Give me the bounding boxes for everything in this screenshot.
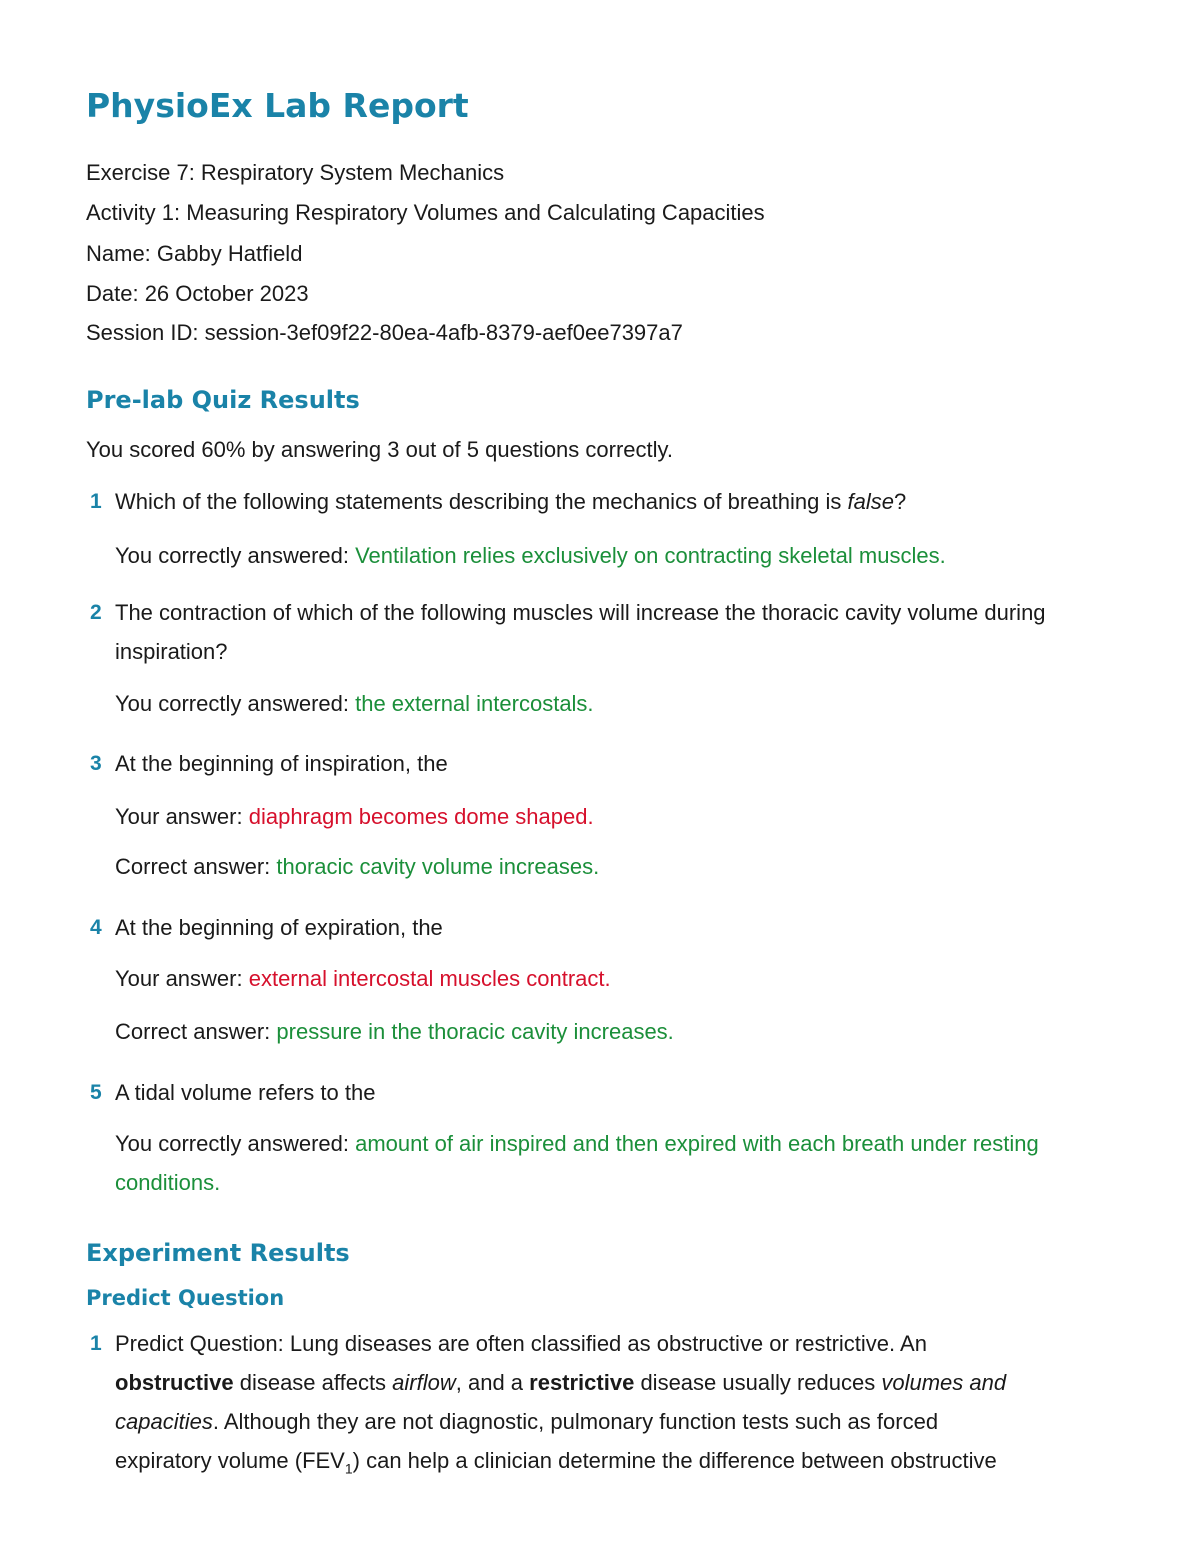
- predict-question-text: [115, 1324, 1120, 1480]
- quiz-score-summary: You scored 60% by answering 3 out of 5 questions correctly.: [86, 437, 674, 462]
- question-text-part: ?: [893, 489, 907, 514]
- text-run: , and a: [455, 1370, 530, 1395]
- text-run: . Although they are not diagnostic, pulmonary function tests such as forced: [212, 1409, 939, 1434]
- italic-term: airflow: [392, 1370, 456, 1395]
- question-number: 5: [90, 1081, 102, 1104]
- incorrect-answer-text: diaphragm becomes dome shaped.: [248, 804, 594, 829]
- question-number: 2: [90, 601, 102, 624]
- answer-label: You correctly answered:: [115, 543, 356, 568]
- correct-answer-line: [115, 1012, 1120, 1051]
- correct-answer-text: pressure in the thoracic cavity increases.: [276, 1019, 674, 1044]
- answer-label: Correct answer:: [115, 1019, 277, 1044]
- predict-line: [115, 1363, 1120, 1402]
- italic-term: capacities: [115, 1409, 213, 1434]
- answer-label: Your answer:: [115, 966, 249, 991]
- incorrect-answer-text: external intercostal muscles contract.: [248, 966, 611, 991]
- question-number: 3: [90, 752, 102, 775]
- predict-question-heading: Predict Question: [86, 1286, 285, 1310]
- prelab-heading: Pre-lab Quiz Results: [86, 386, 360, 414]
- experiment-heading: Experiment Results: [86, 1239, 350, 1267]
- question-text: At the beginning of inspiration, the: [115, 751, 448, 776]
- question-text: At the beginning of expiration, the: [115, 915, 443, 940]
- report-title: PhysioEx Lab Report: [86, 86, 469, 125]
- question-text-part: Which of the following statements describing the mechanics of breathing is: [115, 489, 848, 514]
- correct-answer-text: the external intercostals.: [355, 691, 594, 716]
- answer-label: You correctly answered:: [115, 691, 356, 716]
- correct-answer-line: [115, 847, 1120, 886]
- answer-line: [115, 1124, 1095, 1202]
- your-answer-line: [115, 797, 1120, 836]
- question-text: A tidal volume refers to the: [115, 1080, 376, 1105]
- text-run: expiratory volume (FEV: [115, 1448, 345, 1473]
- predict-line: Predict Question: Lung diseases are often classified as obstructive or restrictive. An: [115, 1331, 927, 1356]
- question-text: The contraction of which of the following muscles will increase the thoracic cavity volume during inspiration?: [115, 600, 1046, 664]
- italic-term: volumes and: [881, 1370, 1007, 1395]
- answer-line: [115, 684, 1120, 723]
- question-number: 4: [90, 916, 102, 939]
- answer-label: You correctly answered:: [115, 1131, 356, 1156]
- report-date: Date: 26 October 2023: [86, 281, 309, 306]
- question-number: 1: [90, 490, 102, 513]
- answer-line: [115, 536, 1120, 575]
- text-run: ) can help a clinician determine the difference between obstructive: [352, 1448, 997, 1473]
- text-run: disease affects: [233, 1370, 393, 1395]
- question-text-emphasis: false: [847, 489, 894, 514]
- your-answer-line: [115, 959, 1120, 998]
- text-run: disease usually reduces: [634, 1370, 882, 1395]
- question-text: [115, 482, 1120, 521]
- bold-term: obstructive: [115, 1370, 234, 1395]
- question-number: 1: [90, 1332, 102, 1355]
- correct-answer-text: Ventilation relies exclusively on contracting skeletal muscles.: [355, 543, 946, 568]
- predict-line: [115, 1402, 1120, 1441]
- exercise-line: Exercise 7: Respiratory System Mechanics: [86, 160, 505, 185]
- subscript: 1: [344, 1460, 353, 1477]
- activity-line: Activity 1: Measuring Respiratory Volumes and Calculating Capacities: [86, 200, 765, 225]
- correct-answer-text: amount of air inspired and then expired with each breath under resting conditions.: [115, 1131, 1039, 1195]
- answer-label: Correct answer:: [115, 854, 277, 879]
- session-id: Session ID: session-3ef09f22-80ea-4afb-8379-aef0ee7397a7: [86, 320, 683, 345]
- bold-term: restrictive: [529, 1370, 635, 1395]
- predict-line: [115, 1441, 1120, 1480]
- correct-answer-text: thoracic cavity volume increases.: [276, 854, 600, 879]
- student-name: Name: Gabby Hatfield: [86, 241, 303, 266]
- answer-label: Your answer:: [115, 804, 249, 829]
